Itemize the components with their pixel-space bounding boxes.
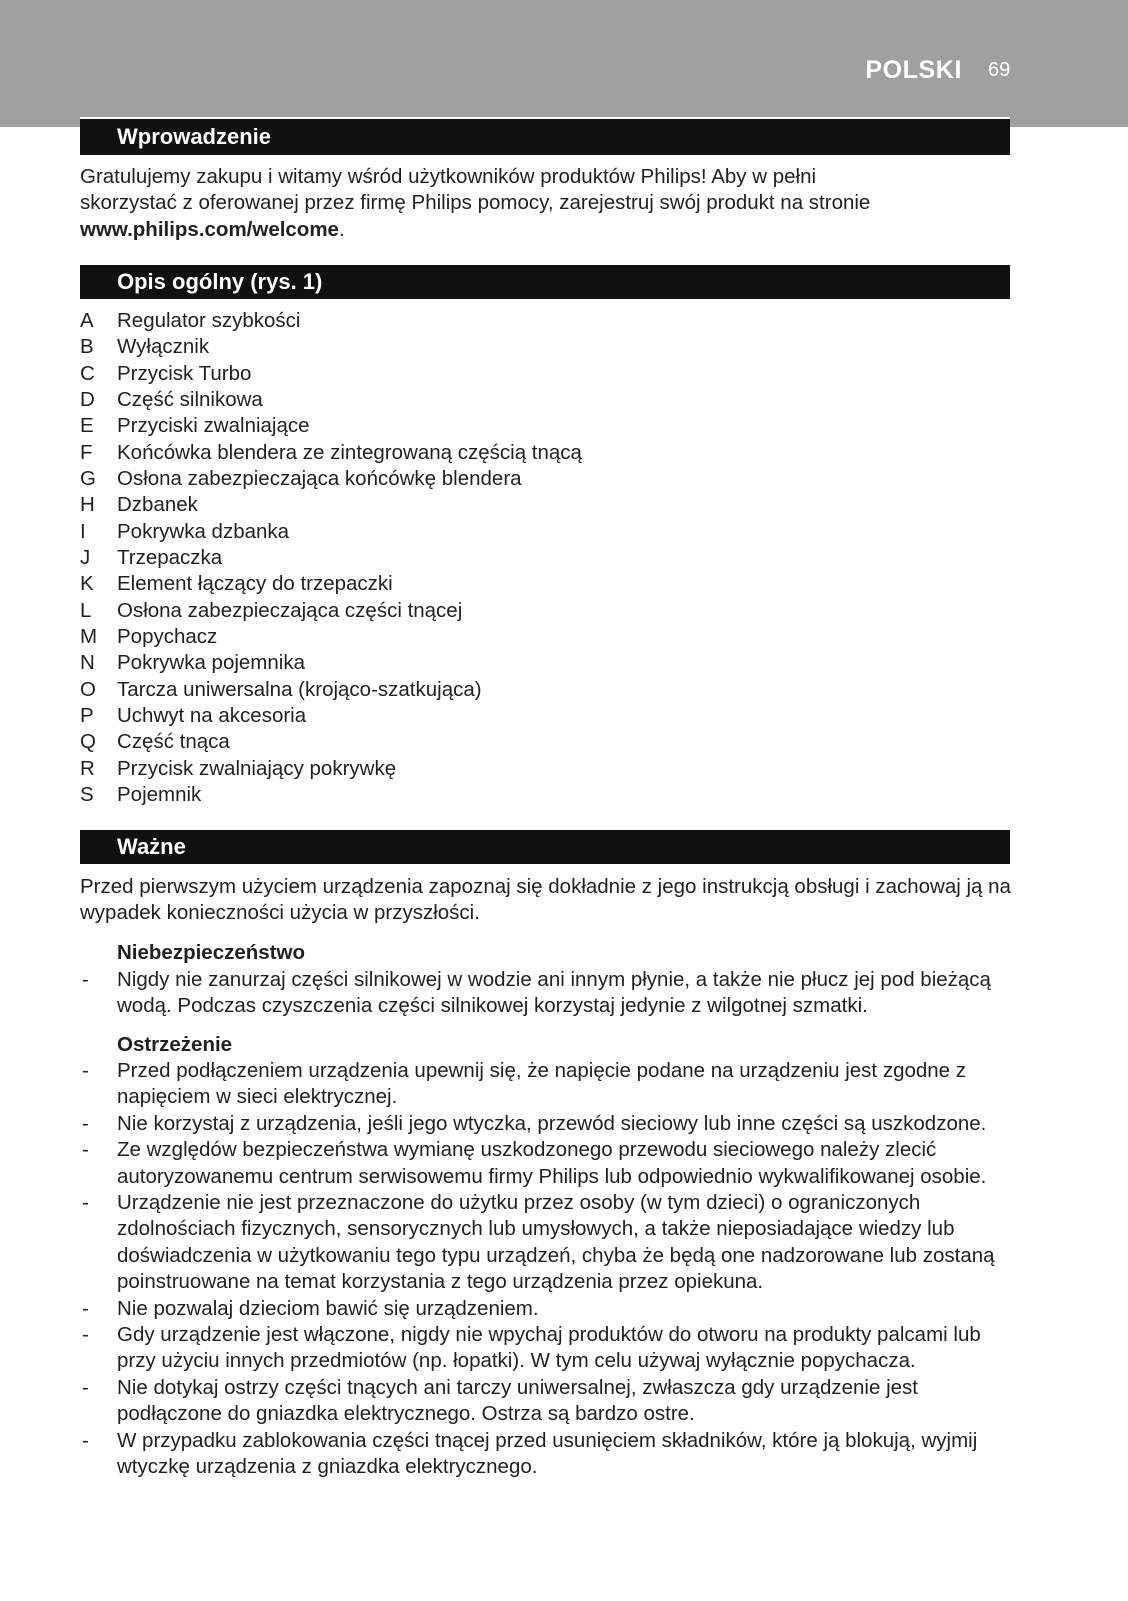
part-label: Osłona zabezpieczająca końcówkę blendera [117,466,522,490]
part-label: Osłona zabezpieczająca części tnącej [117,598,463,622]
section-heading-bar-overview [80,265,1010,299]
part-list-item [80,492,582,518]
part-letter: B [80,335,94,359]
part-list-item [80,334,582,360]
part-letter: S [80,782,94,806]
warning-item-text [117,1428,977,1481]
part-label: Popychacz [117,624,218,648]
part-letter: A [80,309,94,332]
warning-item-line: Przed podłączeniem urządzenia upewnij się, że napięcie podane na urządzeniu jest zgodne z [117,1059,967,1082]
intro-text-line: Gratulujemy zakupu i witamy wśród użytkowników produktów Philips! Aby w pełni [80,165,817,188]
part-list-item [80,413,582,439]
part-label: Regulator szybkości [117,309,301,332]
part-label: Uchwyt na akcesoria [117,703,307,727]
warning-list [80,1058,995,1480]
warning-item-line: autoryzowanemu centrum serwisowemu firmy Philips lub odpowiednio wykwalifikowanej osobie. [117,1164,987,1188]
warning-item-line: przy użyciu innych przedmiotów (np. łopatki). W tym celu używaj wyłącznie popychacza. [117,1349,916,1373]
part-letter: N [80,651,95,675]
warning-item [80,1322,995,1375]
warning-item-line: W przypadku zablokowania części tnącej przed usunięciem składników, które ją blokują, wyjmij [117,1428,978,1452]
page-header-bar [0,0,1128,127]
warning-item-text [117,1111,986,1137]
warning-item-line: Gdy urządzenie jest włączone, nigdy nie wpychaj produktów do otworu na produkty palcami lub [117,1322,981,1346]
part-list-item [80,782,582,808]
part-list-item [80,756,582,782]
part-list-item [80,466,582,492]
part-letter: P [80,703,94,727]
danger-item [80,967,991,1020]
bullet-dash: - [82,1296,89,1320]
warning-title: Ostrzeżenie [117,1033,233,1056]
part-label: Pokrywka pojemnika [117,651,305,675]
section-heading-overview: Opis ogólny (rys. 1) [117,269,323,294]
page-number: 69 [988,59,1011,81]
warning-item-line: Nie dotykaj ostrzy części tnących ani tarczy uniwersalnej, zwłaszcza gdy urządzenie jest [117,1375,918,1399]
bullet-dash: - [82,1111,89,1135]
warning-item-line: napięciem w sieci elektrycznej. [117,1085,398,1109]
part-label: Przycisk Turbo [117,361,252,385]
part-label: Dzbanek [117,493,198,517]
important-intro-line: wypadek konieczności użycia w przyszłości. [80,901,480,925]
language-label: POLSKI [865,56,962,84]
danger-item-line: Nigdy nie zanurzaj części silnikowej w wodzie ani innym płynie, a także nie płucz jej pod bieżącą [117,968,991,991]
part-letter: R [80,756,95,780]
part-letter: H [80,493,95,517]
part-list-item [80,308,582,334]
warning-item [80,1058,995,1111]
part-letter: L [80,598,92,622]
warning-item-line: Nie pozwalaj dzieciom bawić się urządzeniem. [117,1296,539,1320]
intro-text-line: skorzystać z oferowanej przez firmę Philips pomocy, zarejestruj swój produkt na stronie [80,191,871,215]
warning-item-line: wtyczkę urządzenia z gniazdka elektrycznego. [117,1454,538,1478]
part-label: Trzepaczka [117,545,223,569]
part-list-item [80,519,582,545]
part-letter: G [80,466,96,490]
bullet-dash: - [82,1190,89,1214]
bullet-dash: - [82,968,89,991]
intro-lines [80,164,870,217]
part-list-item [80,677,582,703]
warning-item [80,1190,995,1296]
warning-item [80,1111,995,1137]
warning-item [80,1296,995,1322]
part-label: Część tnąca [117,730,230,754]
part-letter: D [80,387,95,411]
part-letter: I [80,519,86,543]
part-letter: M [80,624,98,648]
bullet-dash: - [82,1059,89,1082]
parts-list [80,308,582,808]
warning-item-text [117,1375,918,1428]
part-label: Przyciski zwalniające [117,414,310,438]
part-list-item [80,624,582,650]
important-intro-line: Przed pierwszym użyciem urządzenia zapoznaj się dokładnie z jego instrukcją obsługi i zachowaj ją na [80,875,1011,898]
warning-item-text [117,1296,539,1322]
warning-item-text [117,1058,966,1111]
part-label: Element łączący do trzepaczki [117,572,393,596]
part-label: Tarcza uniwersalna (krojąco-szatkująca) [117,677,482,701]
part-list-item [80,571,582,597]
warning-item [80,1137,995,1190]
section-heading-important: Ważne [117,834,186,859]
part-list-item [80,703,582,729]
important-intro-paragraph [80,874,1011,927]
part-letter: F [80,440,93,464]
website-url: www.philips.com/welcome [80,217,339,241]
url-suffix: . [338,217,345,241]
bullet-dash: - [82,1375,89,1399]
danger-list [80,967,991,1020]
warning-item-line: zdolnościach fizycznych, sensorycznych lub umysłowych, a także nieposiadające wiedzy lub [117,1217,955,1241]
warning-item-line: doświadczenia w użytkowaniu tego typu urządzeń, chyba że będą one nadzorowane lub zostaną [117,1243,995,1267]
part-label: Końcówka blendera ze zintegrowaną częścią tnącą [117,440,582,464]
part-letter: C [80,361,95,385]
part-list-item [80,361,582,387]
part-list-item [80,598,582,624]
part-letter: K [80,572,94,596]
part-label: Wyłącznik [117,335,210,359]
section-heading-intro: Wprowadzenie [117,124,272,149]
bullet-dash: - [82,1322,89,1346]
part-list-item [80,650,582,676]
warning-item-line: Nie korzystaj z urządzenia, jeśli jego wtyczka, przewód sieciowy lub inne części są uszkodzone. [117,1111,987,1135]
part-label: Przycisk zwalniający pokrywkę [117,756,397,780]
part-list-item [80,545,582,571]
section-heading-bar-important [80,830,1010,864]
warning-item [80,1428,995,1481]
warning-item-line: podłączone do gniazdka elektrycznego. Ostrza są bardzo ostre. [117,1402,695,1426]
part-letter: Q [80,730,96,754]
bullet-dash: - [82,1138,89,1162]
danger-title: Niebezpieczeństwo [117,941,305,964]
warning-item-text [117,1137,986,1190]
warning-item-line: poinstruowane na temat korzystania z tego urządzenia przez opiekuna. [117,1270,764,1294]
warning-item-text [117,1190,995,1296]
warning-item [80,1375,995,1428]
part-letter: J [80,545,91,569]
warning-item-text [117,1322,981,1375]
danger-item-text [117,967,991,1020]
intro-paragraph [80,164,870,243]
part-list-item [80,729,582,755]
part-letter: E [80,414,94,438]
section-heading-bar-intro [80,117,1010,155]
part-label: Pokrywka dzbanka [117,519,290,543]
part-letter: O [80,677,96,701]
intro-url-line [80,217,870,243]
part-label: Pojemnik [117,782,202,806]
bullet-dash: - [82,1428,89,1452]
warning-item-line: Ze względów bezpieczeństwa wymianę uszkodzonego przewodu sieciowego należy zlecić [117,1138,937,1162]
part-list-item [80,440,582,466]
warning-item-line: Urządzenie nie jest przeznaczone do użytku przez osoby (w tym dzieci) o ograniczonych [117,1190,921,1214]
part-label: Część silnikowa [117,387,263,411]
part-list-item [80,387,582,413]
danger-item-line: wodą. Podczas czyszczenia części silnikowej korzystaj jedynie z wilgotnej szmatki. [117,994,868,1018]
